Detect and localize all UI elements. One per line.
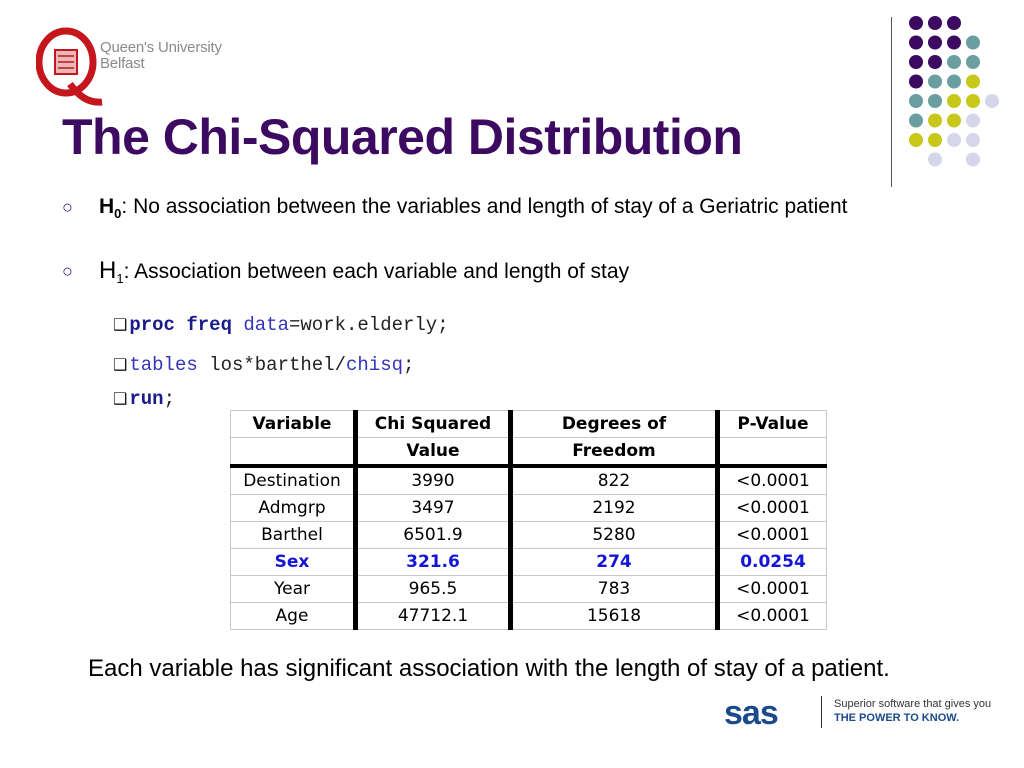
header-p-value: P-Value <box>718 411 827 438</box>
kw-freq: freq <box>186 314 232 336</box>
decorative-dot <box>947 114 961 128</box>
table-row <box>231 522 827 549</box>
header-chi-squared-cont: Value <box>356 438 511 467</box>
decorative-dot <box>928 75 942 89</box>
decorative-dot <box>947 55 961 69</box>
code-line-run <box>113 388 175 410</box>
cell-variable: Admgrp <box>231 495 356 522</box>
h0-statement: : No association between the variables and length of stay of a Geriatric patient <box>121 195 848 218</box>
bullet-h1-text <box>99 258 959 292</box>
decorative-dot <box>947 75 961 89</box>
cell-p-value: <0.0001 <box>718 466 827 495</box>
cell-chi-squared: 3990 <box>356 466 511 495</box>
decorative-dot <box>966 36 980 50</box>
decorative-dot <box>909 75 923 89</box>
cell-variable: Age <box>231 603 356 630</box>
cell-chi-squared: 3497 <box>356 495 511 522</box>
bullet-ring-icon: ○ <box>62 197 73 217</box>
cell-chi-squared: 47712.1 <box>356 603 511 630</box>
chi-squared-results-table <box>230 410 827 630</box>
sas-logo <box>724 694 1014 734</box>
decorative-dot <box>928 114 942 128</box>
table-row <box>231 495 827 522</box>
bullet-ring-icon: ○ <box>62 261 73 281</box>
decorative-dots-icon <box>904 12 1014 172</box>
code-semicolon: ; <box>163 388 175 410</box>
qub-emblem-icon <box>36 26 104 106</box>
decorative-dot <box>947 36 961 50</box>
decorative-dot <box>947 16 961 30</box>
decorative-dot <box>947 133 961 147</box>
decorative-dot <box>966 114 980 128</box>
cell-dof: 2192 <box>511 495 718 522</box>
header-variable-cont <box>231 438 356 467</box>
decorative-dot <box>909 133 923 147</box>
table-row-highlighted <box>231 549 827 576</box>
cell-p-value: <0.0001 <box>718 495 827 522</box>
code-semicolon: ; <box>403 354 415 376</box>
cell-dof: 274 <box>511 549 718 576</box>
decorative-dot <box>928 94 942 108</box>
cell-p-value: <0.0001 <box>718 522 827 549</box>
sas-tagline-1: Superior software that gives you <box>834 698 992 710</box>
sas-separator <box>821 696 822 728</box>
kw-chisq: chisq <box>346 354 404 376</box>
decorative-dot <box>909 114 923 128</box>
cell-chi-squared: 321.6 <box>356 549 511 576</box>
decorative-dot <box>909 16 923 30</box>
decorative-dot <box>966 94 980 108</box>
header-chi-squared: Chi Squared <box>356 411 511 438</box>
h1-sub: 1 <box>116 271 124 287</box>
cell-variable: Sex <box>231 549 356 576</box>
h1-label: H <box>99 257 117 284</box>
queens-university-logo <box>36 26 256 106</box>
slide-title: The Chi-Squared Distribution <box>62 109 743 165</box>
h0-label: H <box>99 195 115 218</box>
table-row <box>231 603 827 630</box>
cell-dof: 783 <box>511 576 718 603</box>
decorative-dot <box>966 75 980 89</box>
decorative-dot <box>985 94 999 108</box>
cell-p-value: <0.0001 <box>718 576 827 603</box>
decorative-dot <box>928 55 942 69</box>
kw-run: run <box>129 388 164 410</box>
cell-dof: 15618 <box>511 603 718 630</box>
cell-p-value: <0.0001 <box>718 603 827 630</box>
header-degrees-of-freedom: Degrees of <box>511 411 718 438</box>
cell-variable: Year <box>231 576 356 603</box>
code-tables-spec: los*barthel/ <box>197 354 346 376</box>
cell-chi-squared: 6501.9 <box>356 522 511 549</box>
checkbox-bullet-icon: ❑ <box>113 315 128 334</box>
checkbox-bullet-icon: ❑ <box>113 389 128 408</box>
sas-tagline-2: THE POWER TO KNOW. <box>834 712 960 724</box>
table-header-row <box>231 438 827 467</box>
decorative-dot <box>947 94 961 108</box>
qub-name <box>100 40 222 72</box>
code-line-proc-freq <box>113 314 449 336</box>
code-line-tables <box>113 354 414 376</box>
h1-statement: : Association between each variable and length of stay <box>123 260 630 283</box>
kw-tables: tables <box>129 354 198 376</box>
decorative-dot <box>966 133 980 147</box>
kw-data: data <box>243 314 289 336</box>
decorative-dot <box>909 36 923 50</box>
cell-dof: 5280 <box>511 522 718 549</box>
cell-variable: Destination <box>231 466 356 495</box>
bullet-h0-text <box>99 194 959 227</box>
checkbox-bullet-icon: ❑ <box>113 355 128 374</box>
code-dataset: =work.elderly; <box>288 314 449 336</box>
decorative-dot <box>966 153 980 167</box>
cell-p-value: 0.0254 <box>718 549 827 576</box>
decorative-dot <box>909 55 923 69</box>
decorative-dot <box>966 55 980 69</box>
decorative-dot <box>928 36 942 50</box>
vertical-divider <box>891 17 892 187</box>
table-row <box>231 466 827 495</box>
sas-wordmark: sas <box>724 694 778 732</box>
cell-variable: Barthel <box>231 522 356 549</box>
table-header-row <box>231 411 827 438</box>
decorative-dot <box>928 133 942 147</box>
decorative-dot <box>928 153 942 167</box>
kw-proc: proc <box>129 314 175 336</box>
header-degrees-of-freedom-cont: Freedom <box>511 438 718 467</box>
qub-name-line1: Queen's University <box>100 39 222 56</box>
decorative-dot <box>928 16 942 30</box>
qub-name-line2: Belfast <box>100 55 145 72</box>
h0-sub: 0 <box>114 206 122 222</box>
decorative-dot <box>909 94 923 108</box>
cell-dof: 822 <box>511 466 718 495</box>
table-row <box>231 576 827 603</box>
conclusion-text: Each variable has significant association with the length of stay of a patient. <box>88 655 890 682</box>
header-variable: Variable <box>231 411 356 438</box>
cell-chi-squared: 965.5 <box>356 576 511 603</box>
header-p-value-cont <box>718 438 827 467</box>
